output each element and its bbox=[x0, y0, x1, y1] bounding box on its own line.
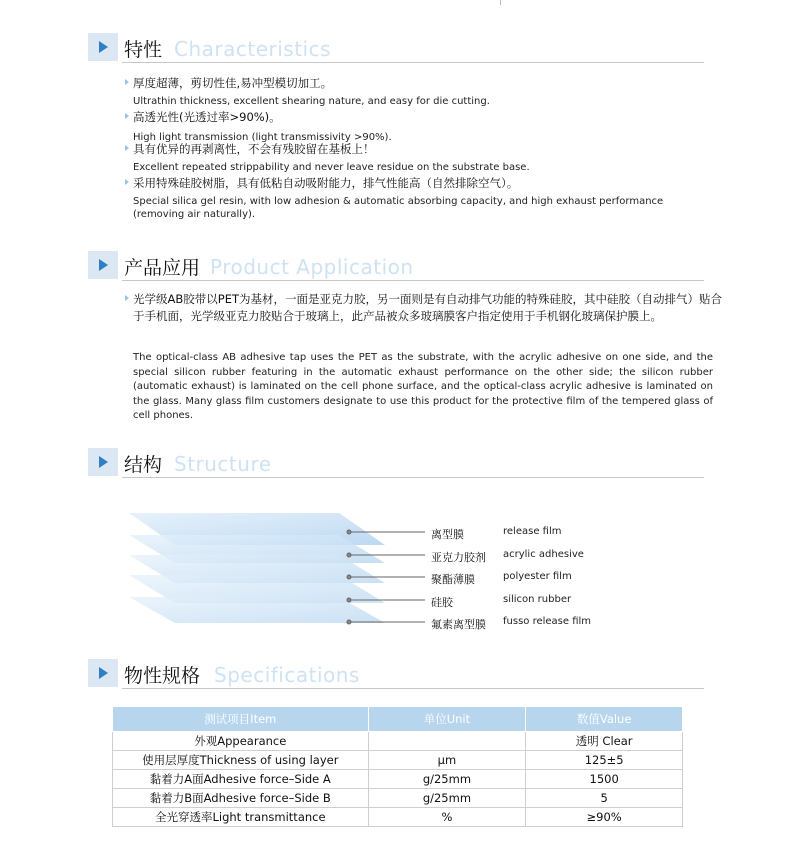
section-divider bbox=[122, 477, 704, 478]
specifications-table bbox=[112, 706, 683, 827]
section-divider bbox=[122, 280, 704, 281]
table-row bbox=[113, 808, 683, 827]
feature-text-zh: 采用特殊硅胶树脂，具有低粘自动吸附能力，排气性能高（自然排除空气）。 bbox=[125, 176, 715, 191]
table-cell-item: 使用层厚度Thickness of using layer bbox=[113, 751, 369, 770]
table-row bbox=[113, 770, 683, 789]
layer-structure-diagram bbox=[125, 505, 435, 630]
table-cell-unit: g/25mm bbox=[368, 789, 526, 808]
feature-item bbox=[125, 110, 715, 144]
table-row bbox=[113, 789, 683, 808]
section-title-en: Specifications bbox=[214, 663, 360, 687]
table-header-row bbox=[113, 707, 683, 732]
feature-text-zh: 厚度超薄，剪切性佳,易冲型模切加工。 bbox=[125, 76, 715, 91]
table-cell-unit: μm bbox=[368, 751, 526, 770]
table-cell-value: 5 bbox=[526, 789, 683, 808]
layer-label-en: acrylic adhesive bbox=[503, 549, 584, 560]
table-cell-value: 1500 bbox=[526, 770, 683, 789]
table-row bbox=[113, 732, 683, 751]
table-cell-value: 透明 Clear bbox=[526, 732, 683, 751]
table-cell-item: 黏着力B面Adhesive force–Side B bbox=[113, 789, 369, 808]
section-divider bbox=[122, 688, 704, 689]
section-title-en: Structure bbox=[174, 452, 272, 476]
table-cell-unit: % bbox=[368, 808, 526, 827]
section-structure-header bbox=[88, 448, 704, 478]
application-text-zh: 光学级AB胶带以PET为基材，一面是亚克力胶，另一面则是有自动排气功能的特殊硅胶，其中硅胶（自动排气）贴合于手机面，光学级亚克力胶贴合于玻璃上，此产品被众多玻璃膜客户指定使用于手机钢化玻璃保护膜上。 bbox=[125, 291, 723, 325]
column-header: 数值Value bbox=[526, 707, 683, 732]
column-header: 测试项目Item bbox=[113, 707, 369, 732]
table-cell-unit: g/25mm bbox=[368, 770, 526, 789]
layer-label-zh: 亚克力胶剂 bbox=[431, 551, 486, 564]
section-arrow-icon bbox=[88, 33, 118, 61]
feature-text-en: Special silica gel resin, with low adhesion & automatic absorbing capacity, and high exhaust performance (removing air naturally). bbox=[133, 196, 664, 220]
feature-text-zh: 高透光性(光透过率>90%)。 bbox=[125, 110, 715, 125]
section-arrow-icon bbox=[88, 659, 118, 687]
table-cell-value: ≥90% bbox=[526, 808, 683, 827]
feature-item bbox=[125, 76, 715, 108]
application-text-en: The optical-class AB adhesive tap uses the PET as the substrate, with the acrylic adhesive on one side, and the special silicon rubber featuring in the automatic exhaust performance on the other side; the silicon rubber (automatic exhaust) is laminated on the cell phone surface, and the optical-class acrylic adhesive is laminated on the glass. Many glass film customers designate to use this product for the protective film of the tempered glass of cell phones. bbox=[133, 352, 713, 421]
layer-label-zh: 硅胶 bbox=[431, 596, 453, 609]
top-divider-tick bbox=[500, 0, 501, 5]
column-header: 单位Unit bbox=[368, 707, 526, 732]
section-application-header bbox=[88, 251, 704, 281]
section-title-zh: 特性 bbox=[124, 39, 163, 61]
table-row bbox=[113, 751, 683, 770]
table-cell-value: 125±5 bbox=[526, 751, 683, 770]
section-arrow-icon bbox=[88, 448, 118, 476]
feature-text-en: High light transmission (light transmissivity >90%). bbox=[133, 132, 392, 143]
feature-text-zh: 具有优异的再剥离性，不会有残胶留在基板上！ bbox=[125, 142, 715, 157]
table-cell-unit bbox=[368, 732, 526, 751]
section-title-en: Product Application bbox=[210, 255, 414, 279]
section-title-zh: 产品应用 bbox=[124, 257, 201, 279]
layer-label-en: release film bbox=[503, 526, 562, 537]
section-arrow-icon bbox=[88, 251, 118, 279]
feature-item bbox=[125, 176, 715, 221]
feature-item bbox=[125, 142, 715, 174]
section-title-zh: 结构 bbox=[124, 454, 163, 476]
layer-label-en: silicon rubber bbox=[503, 594, 572, 605]
layer-label-zh: 氟素离型膜 bbox=[431, 618, 486, 631]
section-title-en: Characteristics bbox=[174, 37, 332, 61]
table-cell-item: 全光穿透率Light transmittance bbox=[113, 808, 369, 827]
table-cell-item: 外观Appearance bbox=[113, 732, 369, 751]
layer-label-zh: 聚酯薄膜 bbox=[431, 573, 475, 586]
layer-label-en: polyester film bbox=[503, 571, 572, 582]
table-cell-item: 黏着力A面Adhesive force–Side A bbox=[113, 770, 369, 789]
section-title-zh: 物性规格 bbox=[124, 665, 201, 687]
section-characteristics-header bbox=[88, 33, 704, 63]
section-divider bbox=[122, 62, 704, 63]
layer-label-zh: 离型膜 bbox=[431, 528, 464, 541]
feature-text-en: Excellent repeated strippability and never leave residue on the substrate base. bbox=[133, 162, 530, 173]
section-specifications-header bbox=[88, 659, 704, 689]
layer-label-en: fusso release film bbox=[503, 616, 592, 627]
feature-text-en: Ultrathin thickness, excellent shearing nature, and easy for die cutting. bbox=[133, 96, 490, 107]
